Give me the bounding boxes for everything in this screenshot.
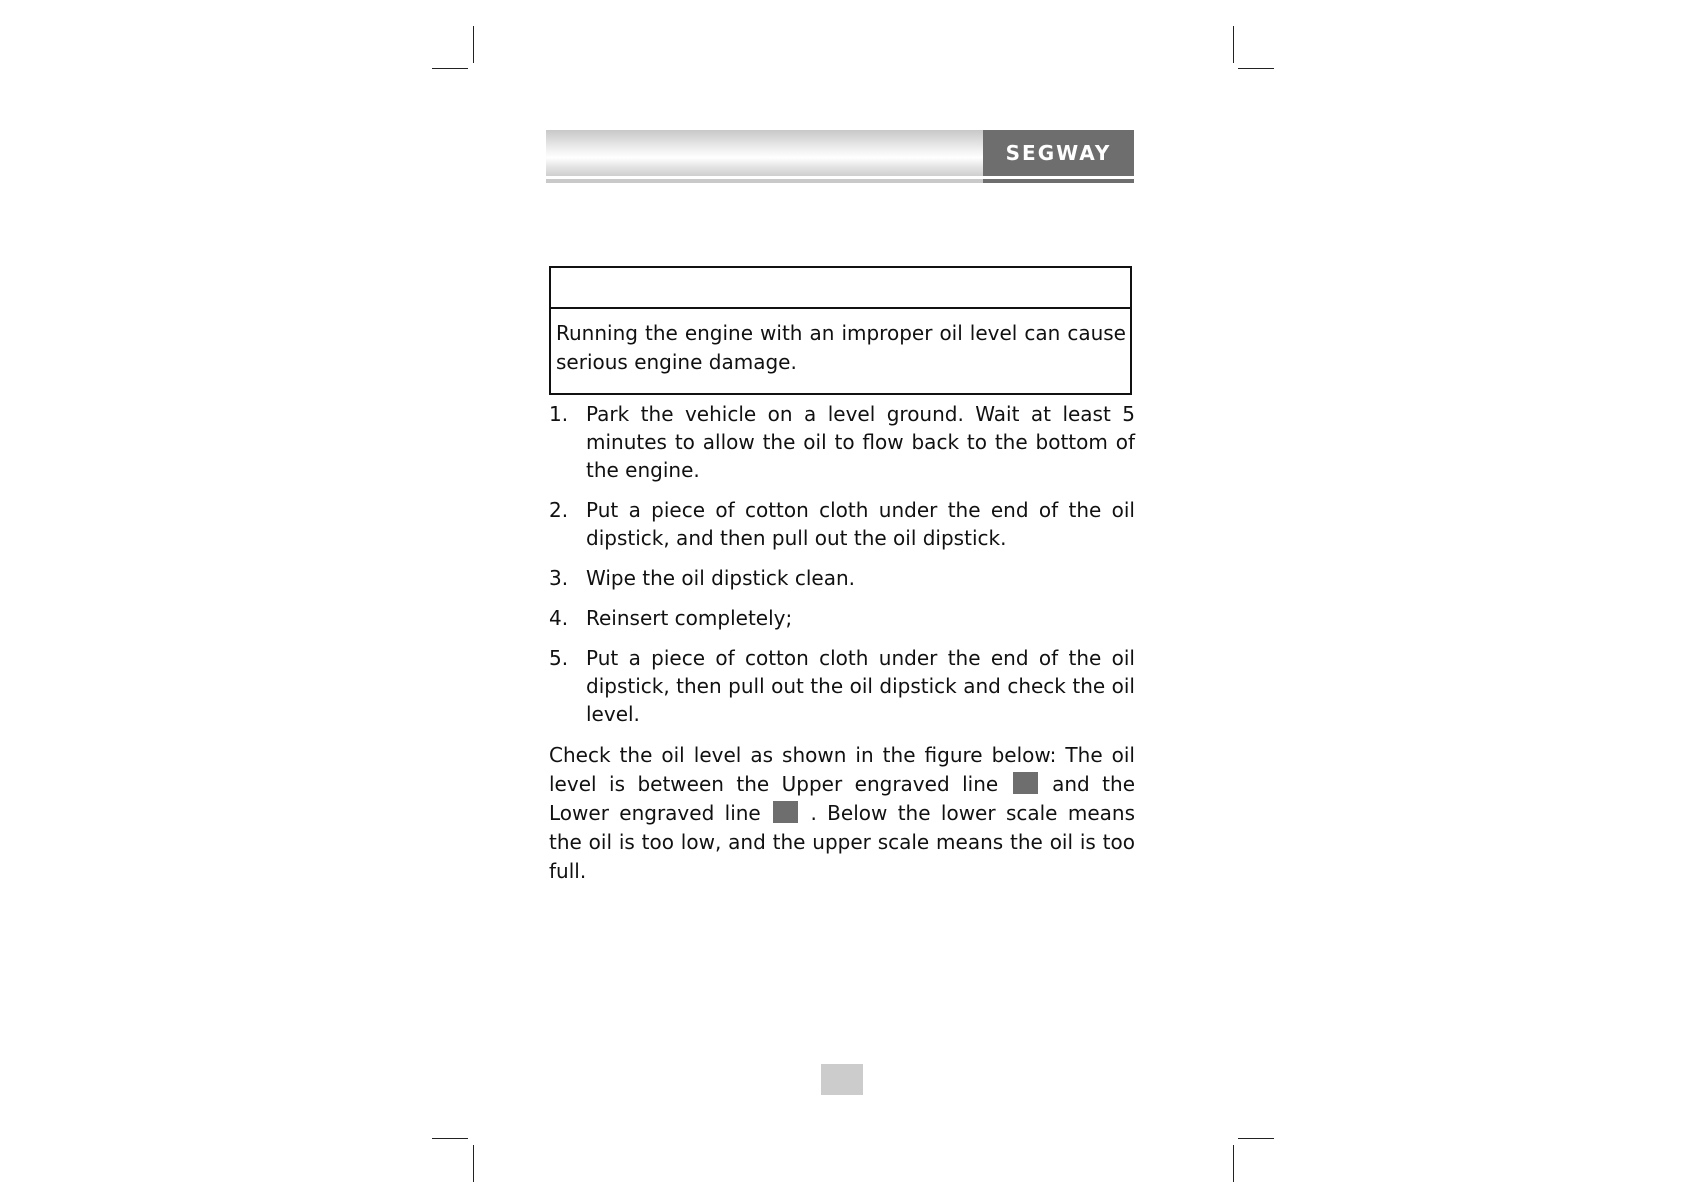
procedure-steps [549, 400, 1135, 740]
step-text: Reinsert completely; [586, 606, 793, 630]
step-number: 1. [549, 402, 569, 426]
paragraph-text-part: and the Lower engraved line [549, 772, 1135, 825]
step-number: 5. [549, 646, 569, 670]
crop-mark-top-left-vertical [473, 26, 474, 63]
crop-mark-top-right-horizontal [1238, 68, 1274, 69]
step-text: Park the vehicle on a level ground. Wait at least 5 minutes to allow the oil to flow back to the bottom of the engine. [586, 402, 1135, 482]
brand-underline [983, 179, 1134, 183]
lower-line-reference-marker [773, 801, 798, 823]
oil-level-paragraph [549, 741, 1135, 886]
paragraph-text-part: . Below the lower scale means the oil is too low, and the upper scale means the oil is too full. [549, 801, 1135, 883]
header-underline [546, 179, 983, 183]
list-item [549, 496, 1135, 552]
step-text: Wipe the oil dipstick clean. [586, 566, 855, 590]
step-text: Put a piece of cotton cloth under the end of the oil dipstick, then pull out the oil dipstick and check the oil level. [586, 646, 1135, 726]
list-item [549, 564, 1135, 592]
list-item [549, 604, 1135, 632]
upper-line-reference-marker [1013, 772, 1038, 794]
notice-body: Running the engine with an improper oil level can cause serious engine damage. [556, 321, 1126, 374]
header-gradient-band [546, 130, 983, 176]
list-item [549, 644, 1135, 728]
brand-logo [983, 130, 1134, 176]
brand-logo-text: SEGWAY [1005, 141, 1112, 165]
step-number: 4. [549, 606, 569, 630]
notice-title [551, 268, 1130, 309]
crop-mark-bottom-right-horizontal [1238, 1138, 1274, 1139]
page-number-box [821, 1064, 863, 1095]
crop-mark-bottom-left-vertical [473, 1145, 474, 1182]
paragraph-text-part: Check the oil level as shown in the figure below: The oil level is between the Upper engraved line [549, 743, 1135, 796]
crop-mark-top-right-vertical [1233, 26, 1234, 63]
crop-mark-bottom-left-horizontal [432, 1138, 468, 1139]
notice-box [549, 266, 1132, 395]
crop-mark-top-left-horizontal [432, 68, 468, 69]
step-number: 2. [549, 498, 569, 522]
crop-mark-bottom-right-vertical [1233, 1145, 1234, 1182]
step-number: 3. [549, 566, 569, 590]
step-text: Put a piece of cotton cloth under the end of the oil dipstick, and then pull out the oil dipstick. [586, 498, 1135, 550]
list-item [549, 400, 1135, 484]
